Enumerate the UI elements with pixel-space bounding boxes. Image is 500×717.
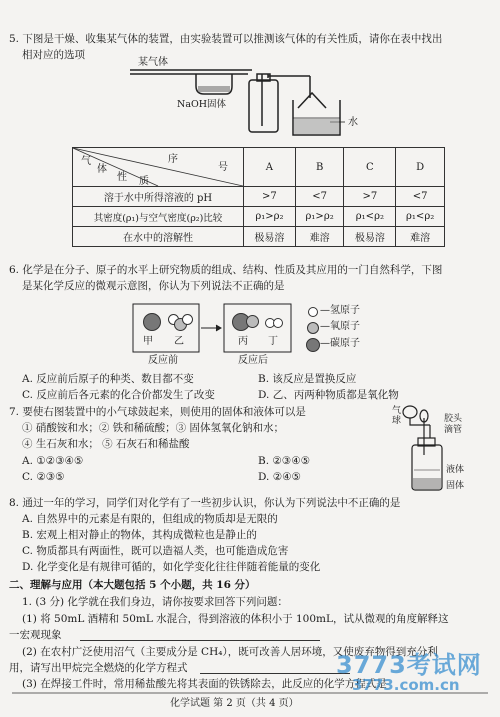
s2-q1-2: (2) 在农村广泛使用沼气（主要成分是 CH₄），既可改善人居环境，又使废弃物得到充分利 — [22, 646, 438, 658]
header-zhi: 质 — [139, 176, 149, 187]
header-xing: 性 — [117, 172, 127, 183]
cell: ρ₁>ρ₂ — [244, 207, 296, 227]
col-a: A — [244, 148, 296, 187]
q8-opt-b: B. 宏观上相对静止的物体，其构成微粒也是静止的 — [22, 529, 257, 541]
row-label: 在水中的溶解性 — [73, 227, 244, 247]
label-yi: 乙 — [174, 336, 184, 347]
cell: >7 — [344, 187, 396, 207]
molecule-jia — [143, 313, 161, 331]
legend-c: —碳原子 — [320, 338, 360, 349]
q7-opt-d: D. ②④⑤ — [258, 471, 301, 483]
q8-opt-c: C. 物质都具有两面性，既可以造福人类，也可能造成危害 — [22, 545, 289, 557]
legend-c-atom — [306, 338, 320, 352]
answer-line[interactable] — [200, 673, 350, 674]
label-diguan: 滴管 — [444, 425, 463, 435]
q8-opt-a: A. 自然界中的元素是有限的，但组成的物质却是无限的 — [22, 513, 278, 525]
header-body: 体 — [97, 164, 107, 175]
table-row — [73, 187, 445, 207]
label-jia: 甲 — [143, 336, 153, 347]
q8-line1: 8. 通过一年的学习，同学们对化学有了一些初步认识，你认为下列说法中不正确的是 — [9, 497, 401, 509]
table-corner-header — [73, 148, 244, 187]
row-label: 溶于水中所得溶液的 pH — [73, 187, 244, 207]
col-b: B — [295, 148, 344, 187]
label-gas: 某气体 — [138, 57, 168, 68]
q6-opt-b: B. 该反应是置换反应 — [258, 373, 357, 385]
q6-line1: 6. 化学是在分子、原子的水平上研究物质的组成、结构、性质及其应用的一门自然科学，下图 — [9, 264, 443, 276]
cell: >7 — [244, 187, 296, 207]
label-guti: 固体 — [446, 481, 465, 491]
gas-property-table — [72, 147, 445, 247]
legend-o-atom — [307, 322, 319, 334]
table-row — [73, 207, 445, 227]
q7-opt-a: A. ①②③④⑤ — [22, 455, 84, 467]
cell: <7 — [295, 187, 344, 207]
label-qiu: 球 — [392, 416, 402, 426]
q6-line2: 是某化学反应的微观示意图，你认为下列说法不正确的是 — [22, 280, 285, 292]
cell: ρ₁<ρ₂ — [396, 207, 445, 227]
balloon-apparatus — [403, 406, 442, 490]
atom-o — [246, 315, 259, 328]
legend-h-atom — [308, 307, 318, 317]
label-naoh: NaOH固体 — [177, 99, 227, 110]
legend-o: —氧原子 — [320, 321, 360, 332]
legend-h: —氢原子 — [320, 305, 360, 316]
s2-q1-2b: 用，请写出甲烷完全燃烧的化学方程式 — [9, 662, 188, 674]
label-ding: 丁 — [268, 336, 278, 347]
watermark-logo: 3773考试网 — [336, 651, 482, 679]
q6-opt-a: A. 反应前后原子的种类、数目都不变 — [22, 373, 194, 385]
q7-items1: ① 硝酸铵和水；② 铁和稀硫酸；③ 固体氢氧化钠和水； — [22, 422, 285, 434]
s2-q1-3: (3) 在焊接工件时，常用稀盐酸先将其表面的铁锈除去，此反应的化学方程式是 — [22, 678, 387, 690]
answer-line[interactable] — [80, 640, 320, 641]
header-gas: 气 — [81, 156, 91, 167]
s2-q1-1: (1) 将 50mL 酒精和 50mL 水混合，得到溶液的体积小于 100mL，试从微观的角度解释这 — [22, 613, 449, 625]
q7-opt-b: B. ②③④⑤ — [258, 455, 311, 467]
label-qi: 气 — [392, 406, 402, 416]
label-water: 水 — [348, 117, 358, 128]
cell: 难溶 — [396, 227, 445, 247]
label-bing: 丙 — [238, 336, 248, 347]
label-before: 反应前 — [148, 355, 178, 366]
cell: 极易溶 — [344, 227, 396, 247]
header-seq: 序 — [168, 154, 178, 165]
q6-opt-d: D. 乙、丙两种物质都是氧化物 — [258, 389, 399, 401]
s2-q1-1b: 一宏观现象 — [9, 629, 62, 641]
header-num: 号 — [218, 162, 228, 173]
cell: ρ₁>ρ₂ — [295, 207, 344, 227]
q6-opt-c: C. 反应前后各元素的化合价都发生了改变 — [22, 389, 215, 401]
atom-h — [182, 314, 193, 325]
q7-opt-c: C. ②③⑤ — [22, 471, 65, 483]
label-yeti: 液体 — [446, 465, 465, 475]
cell: 极易溶 — [244, 227, 296, 247]
section2-title: 二、理解与应用（本大题包括 5 个小题，共 16 分） — [9, 579, 256, 591]
watermark-url: 3773.com.cn — [352, 676, 460, 694]
label-jiaotou: 胶头 — [444, 414, 463, 424]
q7-items2: ④ 生石灰和水； ⑤ 石灰石和稀盐酸 — [22, 438, 190, 450]
col-c: C — [344, 148, 396, 187]
label-after: 反应后 — [238, 355, 268, 366]
atom-h — [273, 318, 283, 328]
cell: <7 — [396, 187, 445, 207]
q7-line1: 7. 要使右图装置中的小气球鼓起来，则使用的固体和液体可以是 — [9, 406, 306, 418]
s2-q1: 1. (3 分) 化学就在我们身边，请你按要求回答下列问题： — [22, 596, 288, 608]
table-row — [73, 227, 445, 247]
col-d: D — [396, 148, 445, 187]
cell: 难溶 — [295, 227, 344, 247]
q5-line1: 5. 下图是干燥、收集某气体的装置，由实验装置可以推测该气体的有关性质，请你在表中找出 — [9, 33, 443, 45]
q8-opt-d: D. 化学变化是有规律可循的，如化学变化往往伴随着能量的变化 — [22, 561, 321, 573]
q5-line2: 相对应的选项 — [22, 49, 85, 61]
page-footer: 化学试题 第 2 页（共 4 页） — [170, 698, 299, 709]
cell: ρ₁<ρ₂ — [344, 207, 396, 227]
row-label: 其密度(ρ₁)与空气密度(ρ₂)比较 — [73, 207, 244, 227]
